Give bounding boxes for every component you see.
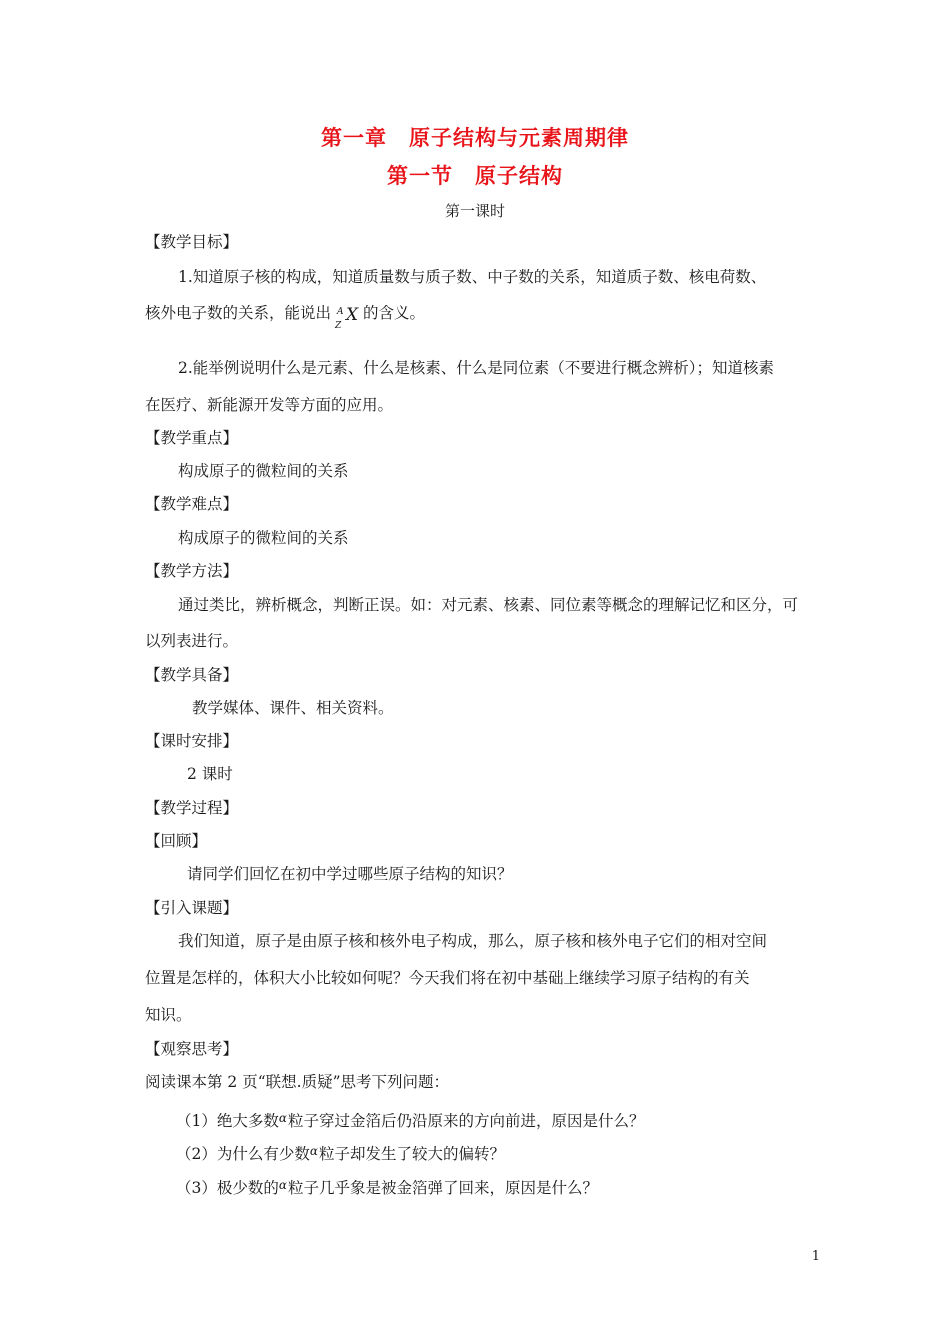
methods-line-2: 以列表进行。 [145,632,239,650]
review-text: 请同学们回忆在初中学过哪些原子结构的知识？ [187,865,513,883]
isotope-notation [333,304,361,331]
methods-line-1: 通过类比，辨析概念，判断正误。如：对元素、核素、同位素等概念的理解记忆和区分，可 [178,596,799,614]
alpha-symbol: α [278,1178,287,1192]
question-3-suffix: 粒子几乎象是被金箔弹了回来，原因是什么？ [287,1179,598,1197]
observe-lead: 阅读课本第 2 页“联想.质疑”思考下列问题： [145,1073,449,1091]
page-number: 1 [811,1249,820,1264]
objective-1-text-before: 核外电子数的关系，能说出 [145,304,332,322]
objective-2-line-1: 2.能举例说明什么是元素、什么是核素、什么是同位素（不要进行概念辨析）；知道核素 [178,359,775,377]
objective-2-line-2: 在医疗、新能源开发等方面的应用。 [145,396,394,414]
difficulties-heading: 【教学难点】 [145,495,239,513]
intro-line-1: 我们知道，原子是由原子核和核外电子构成，那么，原子核和核外电子它们的相对空间 [178,932,768,950]
schedule-text: 2 课时 [187,765,233,783]
question-2-suffix: 粒子却发生了较大的偏转？ [318,1145,505,1163]
section-title: 第一节 原子结构 [387,164,563,188]
question-3 [176,1175,810,1198]
question-1-prefix: （1）绝大多数 [176,1112,279,1130]
key-points-text: 构成原子的微粒间的关系 [178,462,349,480]
intro-line-3: 知识。 [145,1006,192,1024]
difficulties-text: 构成原子的微粒间的关系 [178,529,349,547]
methods-heading: 【教学方法】 [145,562,239,580]
question-2-prefix: （2）为什么有少数 [176,1145,310,1163]
alpha-symbol: α [278,1111,287,1125]
chapter-title: 第一章 原子结构与元素周期律 [321,126,629,150]
process-heading: 【教学过程】 [145,799,239,817]
review-heading: 【回顾】 [145,832,208,850]
question-1-suffix: 粒子穿过金箔后仍沿原来的方向前进，原因是什么？ [287,1112,645,1130]
lesson-subtitle: 第一课时 [444,202,505,220]
alpha-symbol: α [309,1144,318,1158]
objective-1-line-1: 1.知道原子核的构成，知道质量数与质子数、中子数的关系，知道质子数、核电荷数、 [178,268,767,286]
question-3-prefix: （3）极少数的 [176,1179,279,1197]
key-points-heading: 【教学重点】 [145,429,239,447]
question-1 [176,1108,810,1131]
materials-heading: 【教学具备】 [145,666,239,684]
schedule-heading: 【课时安排】 [145,732,239,750]
intro-heading: 【引入课题】 [145,899,239,917]
materials-text: 教学媒体、课件、相关资料。 [192,699,394,717]
objective-1-text-after: 的含义。 [363,304,426,322]
question-2 [176,1141,810,1164]
objective-1-line-2 [145,303,810,331]
intro-line-2: 位置是怎样的，体积大小比较如何呢？今天我们将在初中基础上继续学习原子结构的有关 [145,969,750,987]
objectives-heading: 【教学目标】 [145,233,239,251]
atomic-number-symbol: Z [335,321,342,331]
element-symbol: X [346,305,359,325]
observe-heading: 【观察思考】 [145,1040,239,1058]
mass-number-symbol: A [337,307,344,317]
